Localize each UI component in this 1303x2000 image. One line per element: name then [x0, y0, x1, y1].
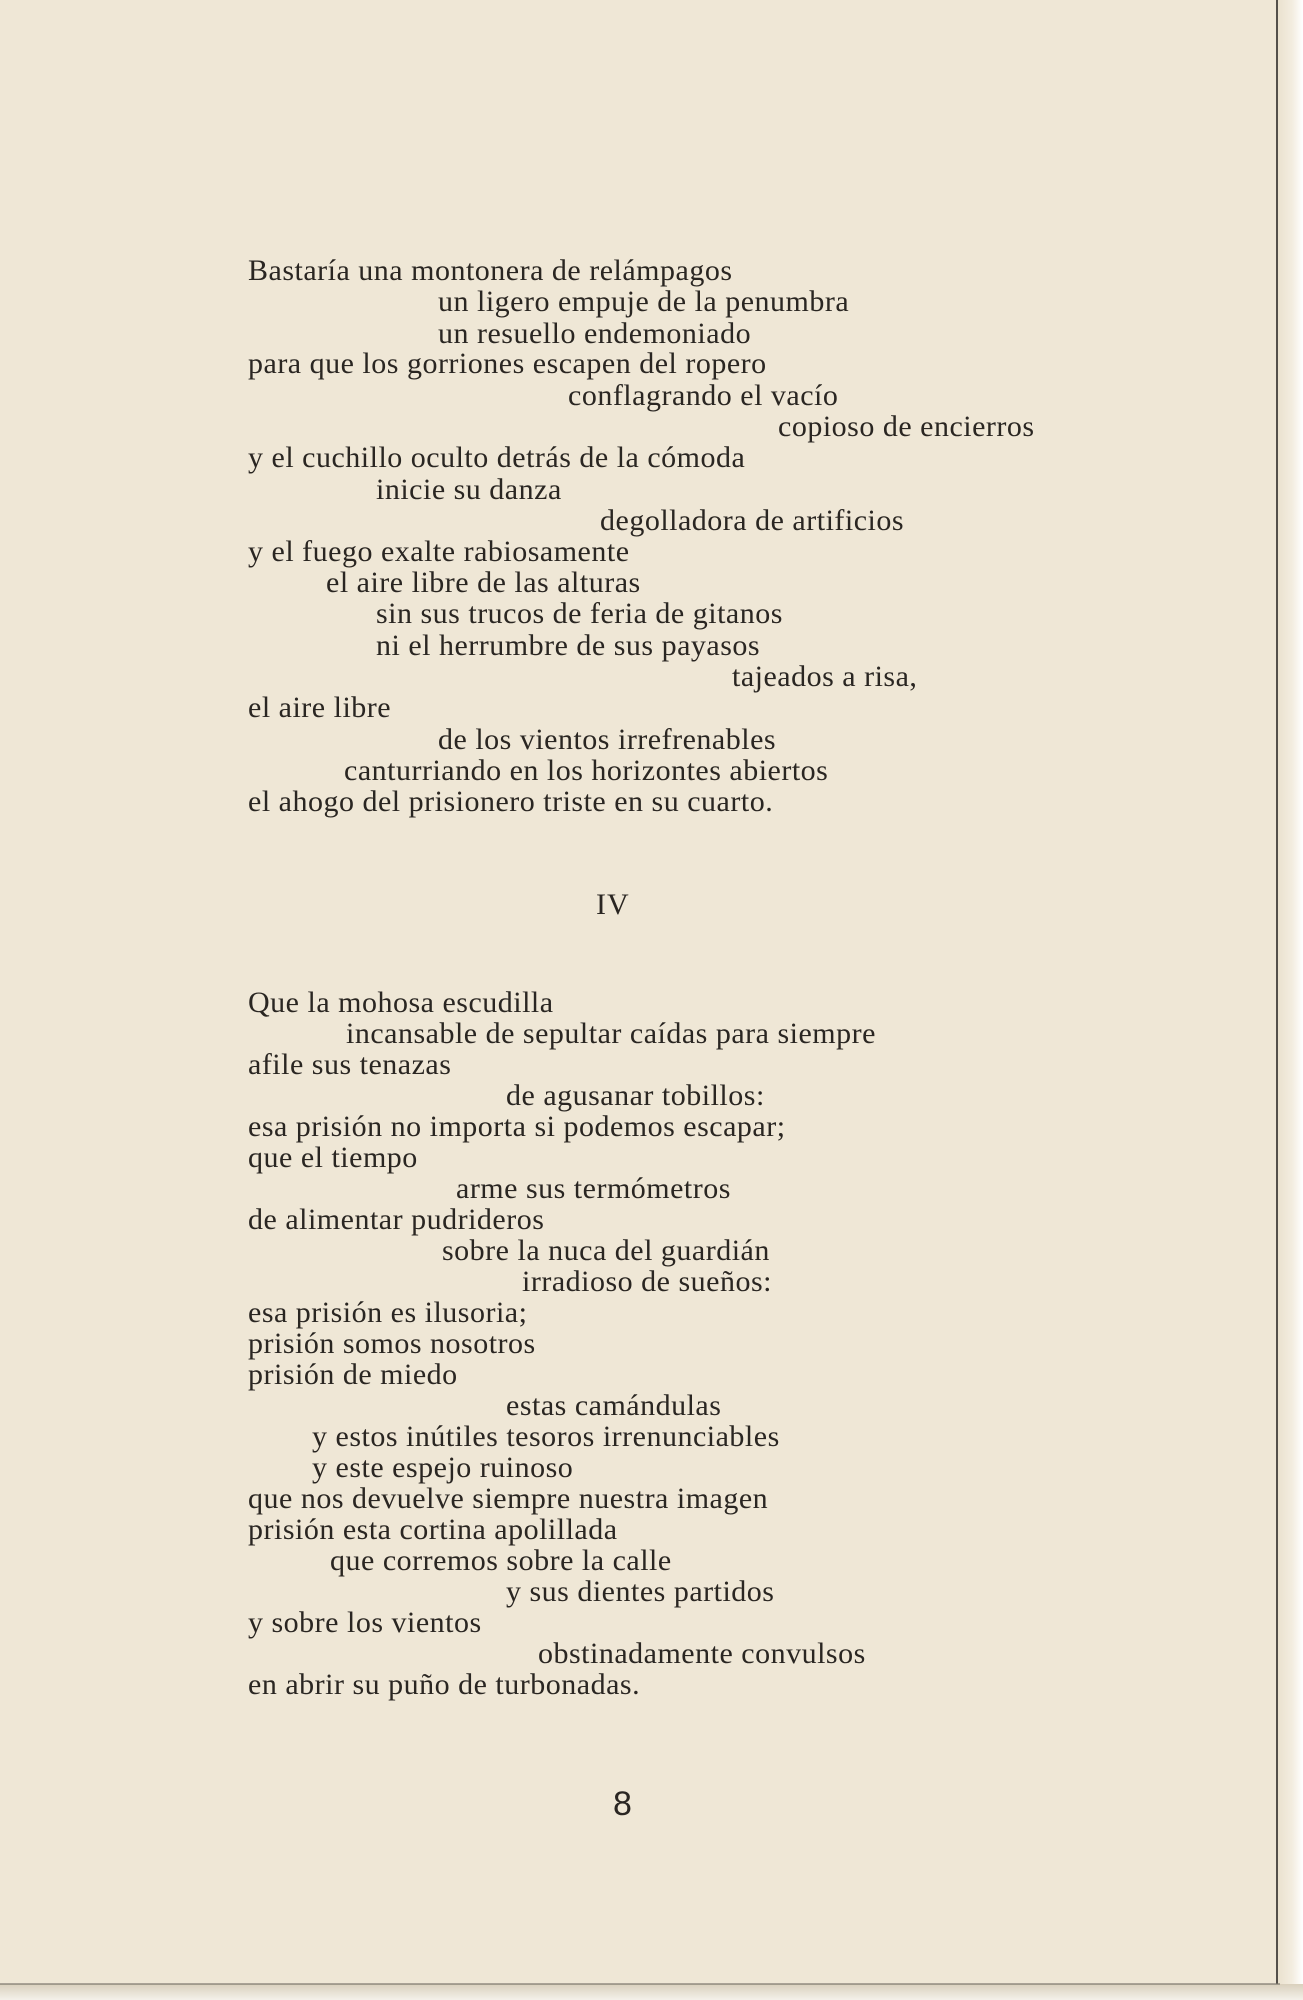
- poem-line: de alimentar pudrideros: [248, 1203, 545, 1236]
- page-edge-bottom-line: [0, 1983, 1280, 1985]
- poem-line: prisión somos nosotros: [248, 1327, 536, 1360]
- poem-line: estas camándulas: [506, 1389, 722, 1422]
- poem-line: Bastaría una montonera de relámpagos: [248, 254, 733, 287]
- poem-line: prisión esta cortina apolillada: [248, 1513, 618, 1546]
- page-edge-line: [1276, 0, 1278, 1990]
- poem-line: un ligero empuje de la penumbra: [438, 285, 850, 318]
- section-title: IV: [596, 888, 630, 921]
- poem-line: afile sus tenazas: [248, 1048, 452, 1081]
- poem-line: y el fuego exalte rabiosamente: [248, 535, 630, 568]
- poem-line: esa prisión es ilusoria;: [248, 1296, 528, 1329]
- page-number: 8: [613, 1785, 632, 1823]
- poem-line: que el tiempo: [248, 1141, 418, 1174]
- poem-line: ni el herrumbre de sus payasos: [376, 629, 761, 662]
- poem-line: obstinadamente convulsos: [538, 1637, 866, 1670]
- poem-line: el aire libre: [248, 691, 392, 724]
- poem-line: canturriando en los horizontes abiertos: [344, 754, 829, 787]
- poem-line: tajeados a risa,: [732, 660, 918, 693]
- page-edge-bottom: [0, 1984, 1303, 2000]
- poem-line: arme sus termómetros: [456, 1172, 731, 1205]
- poem-line: en abrir su puño de turbonadas.: [248, 1668, 641, 1701]
- poem-line: sin sus trucos de feria de gitanos: [376, 597, 783, 630]
- poem-line: Que la mohosa escudilla: [248, 986, 554, 1019]
- poem-line: para que los gorriones escapen del ropero: [248, 347, 767, 380]
- poem-line: y sus dientes partidos: [506, 1575, 775, 1608]
- poem-line: un resuello endemoniado: [438, 317, 752, 350]
- poem-line: de agusanar tobillos:: [506, 1079, 765, 1112]
- poem-line: prisión de miedo: [248, 1358, 458, 1391]
- poem-line: y sobre los vientos: [248, 1606, 482, 1639]
- poem-line: sobre la nuca del guardián: [442, 1234, 770, 1267]
- poem-line: y este espejo ruinoso: [312, 1451, 574, 1484]
- page-edge-right: [1276, 0, 1303, 2000]
- poem-line: y el cuchillo oculto detrás de la cómoda: [248, 441, 746, 474]
- poem-line: que nos devuelve siempre nuestra imagen: [248, 1482, 769, 1515]
- poem-line: copioso de encierros: [778, 410, 1035, 443]
- poem-line: el aire libre de las alturas: [326, 566, 641, 599]
- poem-line: y estos inútiles tesoros irrenunciables: [312, 1420, 780, 1453]
- poem-line: inicie su danza: [376, 473, 562, 506]
- poem-line: irradioso de sueños:: [522, 1265, 772, 1298]
- poem-line: conflagrando el vacío: [568, 379, 839, 412]
- poem-line: esa prisión no importa si podemos escapar;: [248, 1110, 786, 1143]
- poem-line: de los vientos irrefrenables: [438, 723, 777, 756]
- poem-line: incansable de sepultar caídas para siempre: [346, 1017, 876, 1050]
- poem-line: degolladora de artificios: [600, 504, 905, 537]
- poem-line: el ahogo del prisionero triste en su cuarto.: [248, 785, 774, 818]
- poem-line: que corremos sobre la calle: [330, 1544, 672, 1577]
